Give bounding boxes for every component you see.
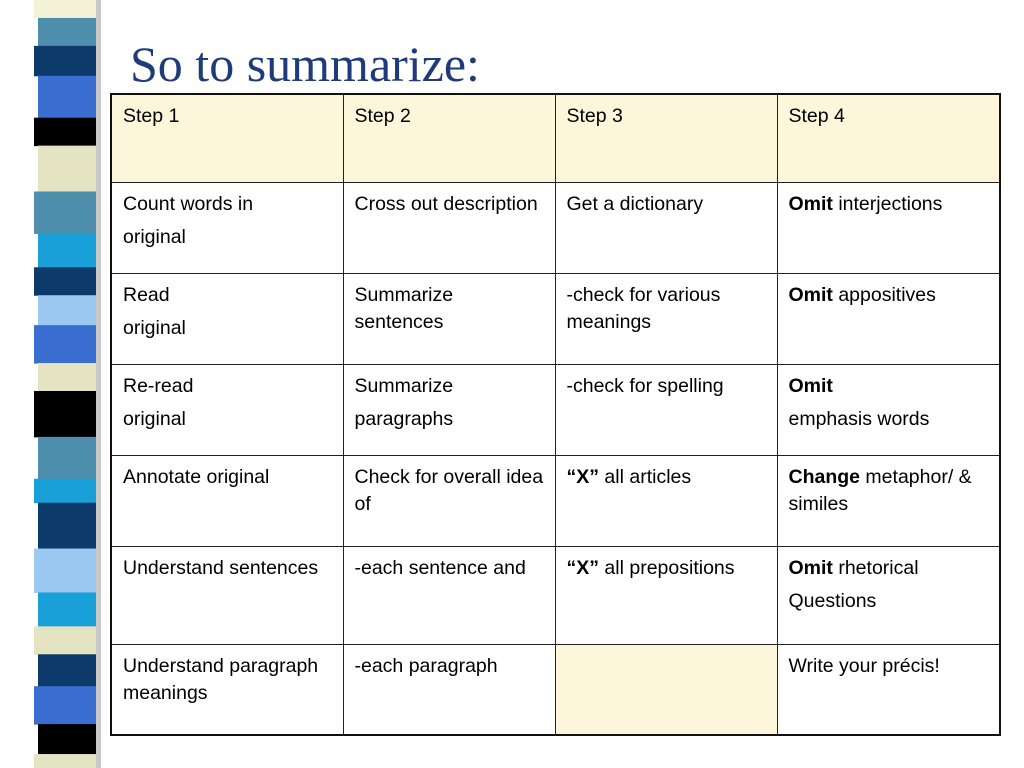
cell-text: all prepositions [599, 556, 735, 579]
cell-step2: Summarize sentences [343, 273, 555, 364]
slide-title: So to summarize: [130, 36, 480, 92]
header-step-3: Step 3 [555, 94, 777, 182]
cell-step4 [777, 455, 1000, 546]
cell-step1: Annotate original [111, 455, 343, 546]
stripe-segment [38, 18, 96, 46]
cell-text: Read [123, 283, 170, 306]
cell-text: paragraphs [354, 407, 454, 430]
cell-step3 [555, 455, 777, 546]
stripe-segment [34, 0, 96, 18]
cell-step1: Understand sentences [111, 546, 343, 644]
stripe-segment [34, 391, 96, 437]
cell-text: rhetorical [832, 556, 919, 579]
stripe-segment [38, 654, 96, 686]
stripe-segment [38, 233, 96, 267]
cell-text: appositives [832, 283, 936, 306]
cell-step2: -each sentence and [343, 546, 555, 644]
summary-table [110, 93, 1001, 736]
stripe-segment [34, 118, 96, 146]
header-step-4: Step 4 [777, 94, 1000, 182]
stripe-segment [34, 192, 96, 234]
table-row [111, 364, 1000, 455]
keyword: Omit [788, 374, 833, 397]
stripe-segment [38, 146, 96, 192]
cell-step3: -check for spelling [555, 364, 777, 455]
stripe-segment [38, 503, 96, 549]
cell-step3-empty [555, 644, 777, 735]
table-header-row [111, 94, 1000, 182]
cell-text: Re-read [123, 374, 194, 397]
cell-text: original [123, 225, 186, 248]
cell-step4 [777, 546, 1000, 644]
stripe-segment [34, 46, 96, 76]
cell-step4 [777, 182, 1000, 273]
stripe-segment [38, 724, 96, 754]
keyword: Omit [788, 283, 833, 306]
cell-step2: -each paragraph [343, 644, 555, 735]
stripe-segment [34, 479, 96, 503]
cell-step3 [555, 546, 777, 644]
cell-text: original [123, 407, 186, 430]
table-row [111, 273, 1000, 364]
cell-step2: Cross out description [343, 182, 555, 273]
header-step-1: Step 1 [111, 94, 343, 182]
cell-step2 [343, 364, 555, 455]
stripe-segment [38, 592, 96, 626]
stripe-segment [38, 363, 96, 391]
table-row [111, 546, 1000, 644]
cell-step1 [111, 364, 343, 455]
cell-text: original [123, 316, 186, 339]
keyword: Change [788, 465, 861, 488]
cell-step1 [111, 182, 343, 273]
keyword: Omit [788, 556, 833, 579]
cell-text: Count words in [123, 192, 254, 215]
cell-text: interjections [832, 192, 943, 215]
cell-step4 [777, 273, 1000, 364]
stripe-segment [34, 754, 96, 768]
stripe-segment [34, 549, 96, 593]
stripe-segment [34, 626, 96, 654]
decorative-stripe-bar [0, 0, 120, 768]
cell-text: all articles [599, 465, 692, 488]
cell-step3: Get a dictionary [555, 182, 777, 273]
header-step-2: Step 2 [343, 94, 555, 182]
cell-text: metaphor/ & similes [788, 465, 972, 515]
cell-text: emphasis words [788, 407, 930, 430]
stripe-segment [34, 267, 96, 295]
x-mark: “X” [566, 465, 600, 488]
table-row [111, 182, 1000, 273]
cell-step1: Understand paragraph meanings [111, 644, 343, 735]
stripe-segment [38, 295, 96, 325]
table-row [111, 455, 1000, 546]
table-row [111, 644, 1000, 735]
stripe-segment [34, 325, 96, 363]
cell-text: Summarize [354, 374, 454, 397]
stripe-shadow [96, 0, 101, 768]
cell-step1 [111, 273, 343, 364]
cell-step2: Check for overall idea of [343, 455, 555, 546]
stripe-segment [38, 76, 96, 118]
cell-text: Questions [788, 589, 877, 612]
cell-step4 [777, 364, 1000, 455]
cell-step3: -check for various meanings [555, 273, 777, 364]
cell-step4: Write your précis! [777, 644, 1000, 735]
x-mark: “X” [566, 556, 600, 579]
stripe-segment [34, 686, 96, 724]
stripe-segment [38, 437, 96, 479]
keyword: Omit [788, 192, 833, 215]
